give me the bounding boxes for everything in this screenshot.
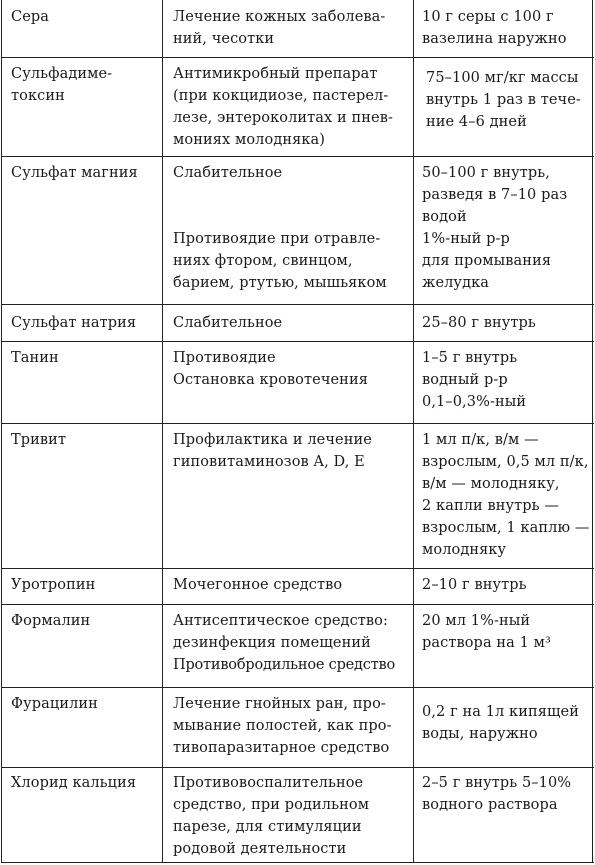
dosage-cell <box>426 67 595 133</box>
indication-text: Противоядие при отравле- <box>173 231 381 247</box>
row-divider <box>1 767 594 768</box>
table-border-bottom <box>1 862 594 863</box>
indication-text: Мочегонное средство <box>173 577 343 593</box>
indication-cell <box>173 312 413 334</box>
indication-text: дезинфекция помещений <box>173 635 371 651</box>
dosage-text: 2 капли внутрь — <box>422 498 559 514</box>
dosage-cell <box>422 701 592 745</box>
drug-name: Сульфат натрия <box>11 315 137 331</box>
column-divider-1 <box>162 0 163 863</box>
indication-text: Профилактика и лечение <box>173 432 372 448</box>
indication-text: Противоядие <box>173 350 276 366</box>
dosage-text: в/м — молодняку, <box>422 476 560 492</box>
dosage-text: 1 мл п/к, в/м — <box>422 432 539 448</box>
indication-text: лезе, энтероколитах и пнев- <box>173 110 393 126</box>
drug-name: токсин <box>11 88 65 104</box>
dosage-text: воды, наружно <box>422 726 538 742</box>
dosage-text: 0,1–0,3%-ный <box>422 394 527 410</box>
drug-name-cell <box>11 574 161 596</box>
drug-name: Сульфат магния <box>11 165 138 181</box>
dosage-text: взрослым, 1 каплю — <box>422 520 590 536</box>
drug-name: Танин <box>11 350 59 366</box>
dosage-cell <box>422 610 592 654</box>
drug-name: Сера <box>11 9 50 25</box>
drug-name: Сульфадиме- <box>11 66 113 82</box>
indication-text: родовой деятельности <box>173 841 347 857</box>
indication-text: парезе, для стимуляции <box>173 819 362 835</box>
drug-name-cell <box>11 312 161 334</box>
indication-cell <box>173 429 413 473</box>
dosage-text: 2–5 г внутрь 5–10% <box>422 775 572 791</box>
indication-text: Антимикробный препарат <box>173 66 378 82</box>
dosage-text: ние 4–6 дней <box>426 114 527 130</box>
table-border-left <box>1 0 2 863</box>
drug-name-cell <box>11 6 161 28</box>
drug-name: Фурацилин <box>11 696 98 712</box>
indication-text: тивопаразитарное средство <box>173 740 390 756</box>
indication-cell <box>173 6 413 50</box>
drug-name-cell <box>11 429 161 451</box>
dosage-text: 20 мл 1%-ный <box>422 613 531 629</box>
indication-text: ний, чесотки <box>173 31 275 47</box>
indication-cell <box>173 772 413 860</box>
dosage-text: водный р-р <box>422 372 508 388</box>
drug-name: Уротропин <box>11 577 96 593</box>
dosage-text: внутрь 1 раз в тече- <box>426 92 581 108</box>
dosage-cell <box>422 162 592 294</box>
drug-name: Хлорид кальция <box>11 775 137 791</box>
drug-name-cell <box>11 63 161 107</box>
indication-text: Антисептическое средство: <box>173 613 388 629</box>
column-divider-2 <box>413 0 414 863</box>
drug-name: Тривит <box>11 432 67 448</box>
indication-text: Слабительное <box>173 315 283 331</box>
indication-text: ниях фтором, свинцом, <box>173 253 353 269</box>
drug-name-cell <box>11 162 161 184</box>
drug-name-cell <box>11 347 161 369</box>
row-divider <box>1 423 594 424</box>
dosage-text: 2–10 г внутрь <box>422 577 527 593</box>
dosage-cell <box>422 312 592 334</box>
row-divider <box>1 304 594 305</box>
indication-cell <box>173 574 413 596</box>
indication-text: Противобродильное средство <box>173 657 396 673</box>
drug-name-cell <box>11 610 161 632</box>
indication-text: средство, при родильном <box>173 797 370 813</box>
dosage-text: взрослым, 0,5 мл п/к, <box>422 454 589 470</box>
dosage-text: 0,2 г на 1л кипящей <box>422 704 580 720</box>
indication-cell <box>173 63 413 151</box>
indication-cell <box>173 693 413 759</box>
row-divider <box>1 57 594 58</box>
dosage-text: желудка <box>422 275 489 291</box>
dosage-cell <box>422 574 592 596</box>
indication-text: мывание полостей, как про- <box>173 718 392 734</box>
dosage-text: вазелина наружно <box>422 31 567 47</box>
dosage-cell <box>422 347 592 413</box>
indication-text: Слабительное <box>173 165 283 181</box>
indication-cell <box>173 610 413 676</box>
drug-name: Формалин <box>11 613 91 629</box>
dosage-text: 50–100 г внутрь, <box>422 165 550 181</box>
indication-text: барием, ртутью, мышьяком <box>173 275 387 291</box>
dosage-text: 1–5 г внутрь <box>422 350 518 366</box>
indication-text: гиповитаминозов A, D, E <box>173 454 365 470</box>
row-divider <box>1 341 594 342</box>
dosage-text: молодняку <box>422 542 507 558</box>
dosage-text: разведя в 7–10 раз <box>422 187 568 203</box>
row-divider <box>1 568 594 569</box>
indication-cell <box>173 162 413 294</box>
indication-text: Лечение гнойных ран, про- <box>173 696 386 712</box>
indication-text: Лечение кожных заболева- <box>173 9 386 25</box>
indication-cell <box>173 347 413 391</box>
dosage-cell <box>422 429 592 561</box>
dosage-text: для промывания <box>422 253 552 269</box>
drug-name-cell <box>11 693 161 715</box>
indication-text: Остановка кровотечения <box>173 372 368 388</box>
row-divider <box>1 156 594 157</box>
dosage-text: водного раствора <box>422 797 558 813</box>
row-divider <box>1 604 594 605</box>
row-divider <box>1 687 594 688</box>
indication-text: мониях молодняка) <box>173 132 326 148</box>
dosage-text: 10 г серы с 100 г <box>422 9 554 25</box>
drug-name-cell <box>11 772 161 794</box>
indication-text: (при кокцидиозе, пастерел- <box>173 88 389 104</box>
dosage-text: 1%-ный р-р <box>422 231 510 247</box>
dosage-cell <box>422 772 592 816</box>
dosage-cell <box>422 6 592 50</box>
dosage-text: 25–80 г внутрь <box>422 315 536 331</box>
indication-text: Противовоспалительное <box>173 775 364 791</box>
dosage-text: раствора на 1 м³ <box>422 635 551 651</box>
dosage-text: 75–100 мг/кг массы <box>426 70 579 86</box>
dosage-text: водой <box>422 209 467 225</box>
